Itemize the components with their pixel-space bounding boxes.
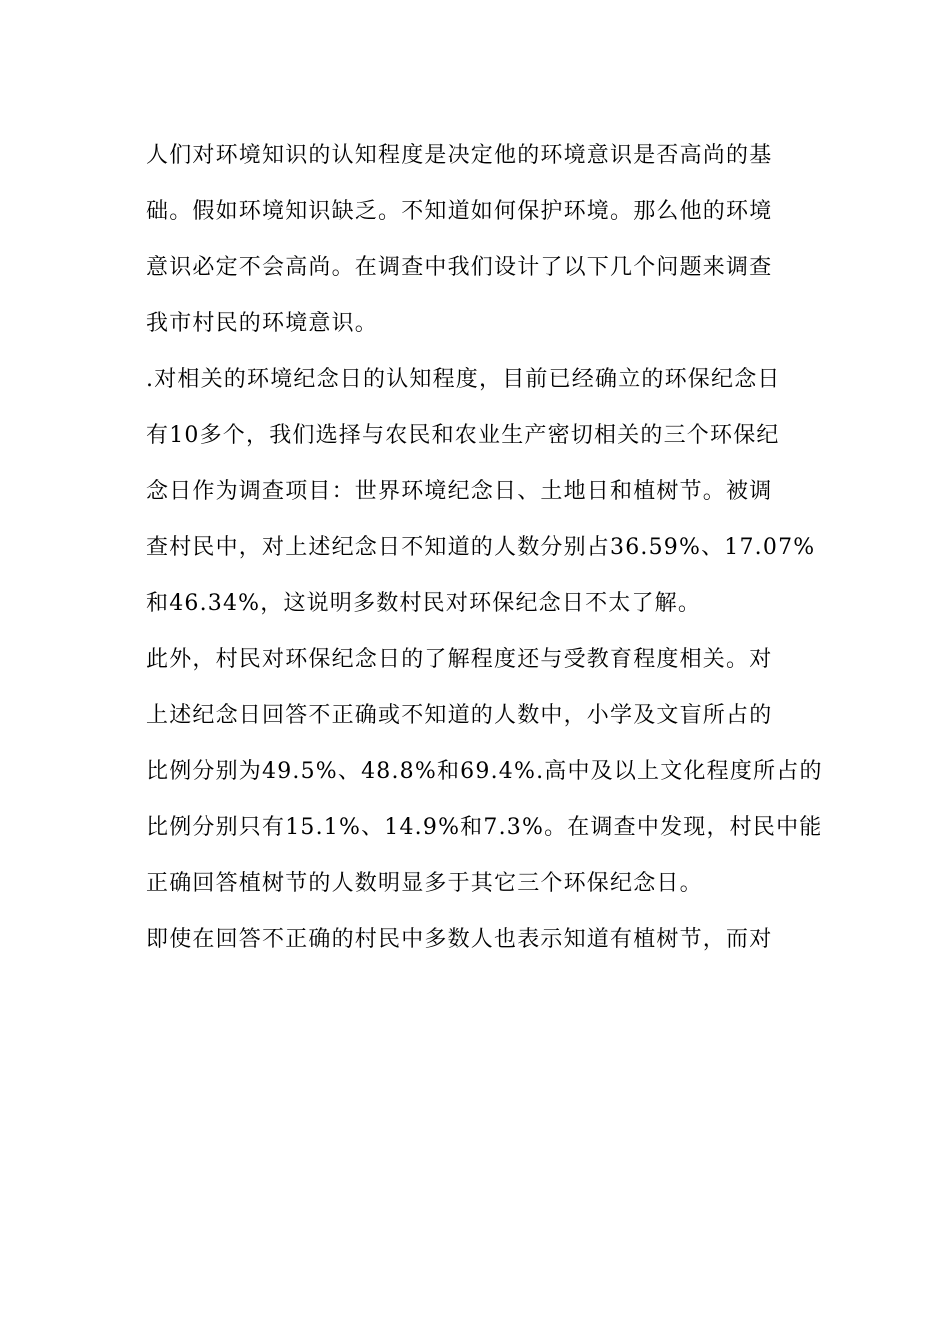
text-line: 我市村民的环境意识。 — [146, 311, 379, 336]
text-line: .对相关的环境纪念日的认知程度，目前已经确立的环保纪念日 — [146, 367, 781, 392]
text-line: 意识必定不会高尚。在调查中我们设计了以下几个问题来调查 — [146, 255, 773, 280]
text-line: 有10多个，我们选择与农民和农业生产密切相关的三个环保纪 — [146, 423, 780, 448]
text-line: 和46.34%，这说明多数村民对环保纪念日不太了解。 — [146, 591, 702, 616]
document-body — [146, 128, 823, 968]
paragraph-2 — [146, 352, 816, 632]
text-line: 础。假如环境知识缺乏。不知道如何保护环境。那么他的环境 — [146, 199, 773, 224]
text-line: 正确回答植树节的人数明显多于其它三个环保纪念日。 — [146, 871, 703, 896]
text-line: 此外，村民对环保纪念日的了解程度还与受教育程度相关。对 — [146, 647, 773, 672]
paragraph-3 — [146, 632, 823, 912]
text-line: 比例分别为49.5%、48.8%和69.4%.高中及以上文化程度所占的 — [146, 759, 823, 784]
text-line: 查村民中，对上述纪念日不知道的人数分别占36.59%、17.07% — [146, 535, 816, 560]
text-line: 人们对环境知识的认知程度是决定他的环境意识是否高尚的基 — [146, 143, 773, 168]
text-line: 上述纪念日回答不正确或不知道的人数中，小学及文盲所占的 — [146, 703, 773, 728]
text-line: 即使在回答不正确的村民中多数人也表示知道有植树节，而对 — [146, 927, 773, 952]
text-line: 比例分别只有15.1%、14.9%和7.3%。在调查中发现，村民中能 — [146, 815, 823, 840]
paragraph-4 — [146, 912, 810, 968]
text-line: 念日作为调查项目：世界环境纪念日、土地日和植树节。被调 — [146, 479, 773, 504]
paragraph-1 — [146, 128, 810, 352]
